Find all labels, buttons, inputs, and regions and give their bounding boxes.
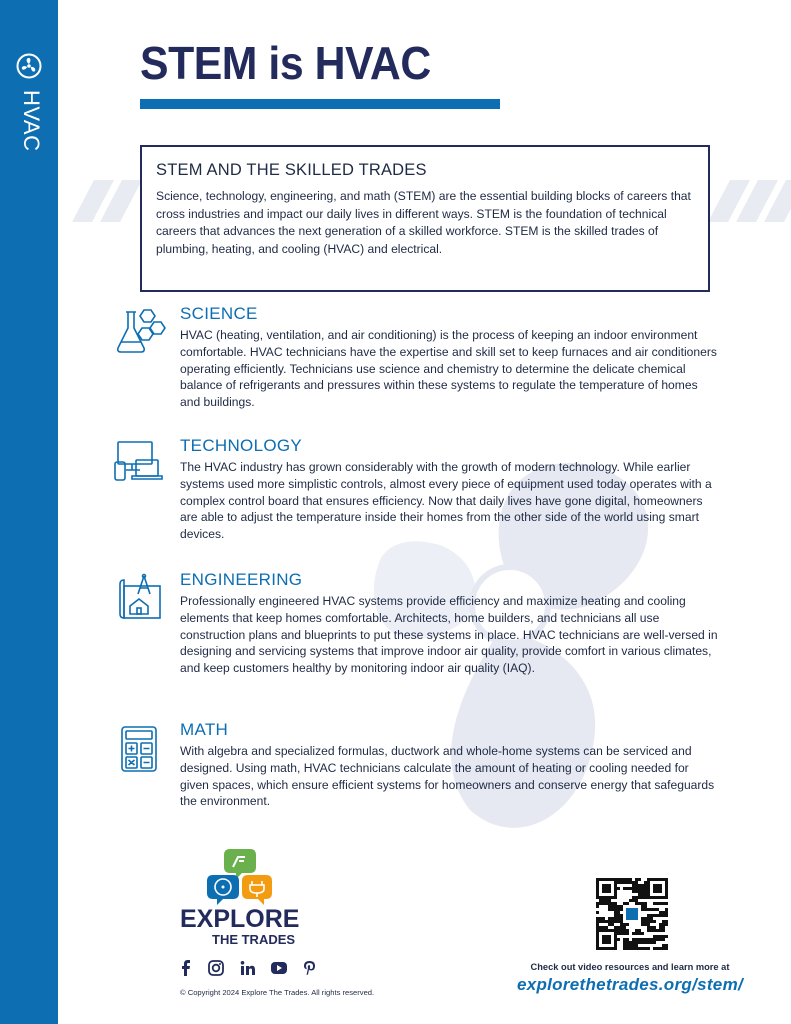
social-links xyxy=(178,960,338,980)
linkedin-icon[interactable] xyxy=(240,960,256,976)
sidebar-label xyxy=(14,90,44,170)
page-title: STEM is HVAC xyxy=(140,37,431,89)
math-text: With algebra and specialized formulas, ductwork and whole-home systems can be serviced and designed. Using math, HVAC technicians calculate the amount of heating or cooling needed for given spaces, which ensure efficient systems for homeowners and conserve energy that safeguards the environment. xyxy=(180,744,715,809)
intro-box xyxy=(140,145,710,292)
intro-heading: STEM AND THE SKILLED TRADES xyxy=(156,161,427,179)
pinterest-icon[interactable] xyxy=(303,960,316,976)
copyright-text: © Copyright 2024 Explore The Trades. All rights reserved. xyxy=(180,988,375,997)
devices-icon xyxy=(112,438,168,494)
technology-text: The HVAC industry has grown considerably with the growth of modern technology. While earlier systems used more simplistic controls, almost every piece of equipment used today operates with a complex control board that ensures efficiency. Now that daily lives have gone digital, homeowners are able to adjust the temperature inside their homes from the other side of the world using smart devices. xyxy=(180,460,712,542)
engineering-text: Professionally engineered HVAC systems provide efficiency and maximize heating and cooling elements that keep homes comfortable. Architects, home builders, and technicians all use construction plans and blueprints to put these systems in place. HVAC technicians are well-versed in designing and servicing systems that improve indoor air quality, provide comfort in various climates, and keep customers healthy by monitoring indoor air quality (IAQ). xyxy=(180,594,718,676)
science-flask-icon xyxy=(112,306,168,362)
technology-heading: TECHNOLOGY xyxy=(180,436,303,455)
youtube-icon[interactable] xyxy=(270,960,288,976)
engineering-heading: ENGINEERING xyxy=(180,570,303,589)
sidebar-label-text: HVAC xyxy=(19,90,44,152)
science-text: HVAC (heating, ventilation, and air conditioning) is the process of keeping an indoor environment comfortable. HVAC technicians have the expertise and skill set to keep furnaces and air conditioners operating efficiently. Technicians use science and chemistry to determine the delicate chemical balance of refrigerants and pressures within these systems to regulate the temperature of homes and buildings. xyxy=(180,328,717,410)
math-heading: MATH xyxy=(180,720,229,739)
title-underline xyxy=(140,99,500,109)
fan-icon xyxy=(16,53,42,79)
sidebar xyxy=(0,0,58,1024)
logo-explore-text: EXPLORE xyxy=(180,905,300,933)
calculator-icon xyxy=(112,722,168,778)
explore-the-trades-logo xyxy=(178,845,318,950)
facebook-icon[interactable] xyxy=(180,960,192,976)
cta-text: Check out video resources and learn more at xyxy=(530,962,730,972)
logo-the-trades-text: THE TRADES xyxy=(212,932,296,947)
intro-text: Science, technology, engineering, and math (STEM) are the essential building blocks of careers that cross industries and impact our daily lives in different ways. STEM is the foundation of technical careers that advances the next generation of a skilled workforce. STEM is the skilled trades of plumbing, heating, and cooling (HVAC) and electrical. xyxy=(156,189,691,256)
qr-code[interactable] xyxy=(596,878,668,950)
science-heading: SCIENCE xyxy=(180,304,258,323)
blueprint-icon xyxy=(112,572,168,628)
stem-url-link[interactable]: explorethetrades.org/stem/ xyxy=(516,975,744,994)
instagram-icon[interactable] xyxy=(208,960,224,976)
